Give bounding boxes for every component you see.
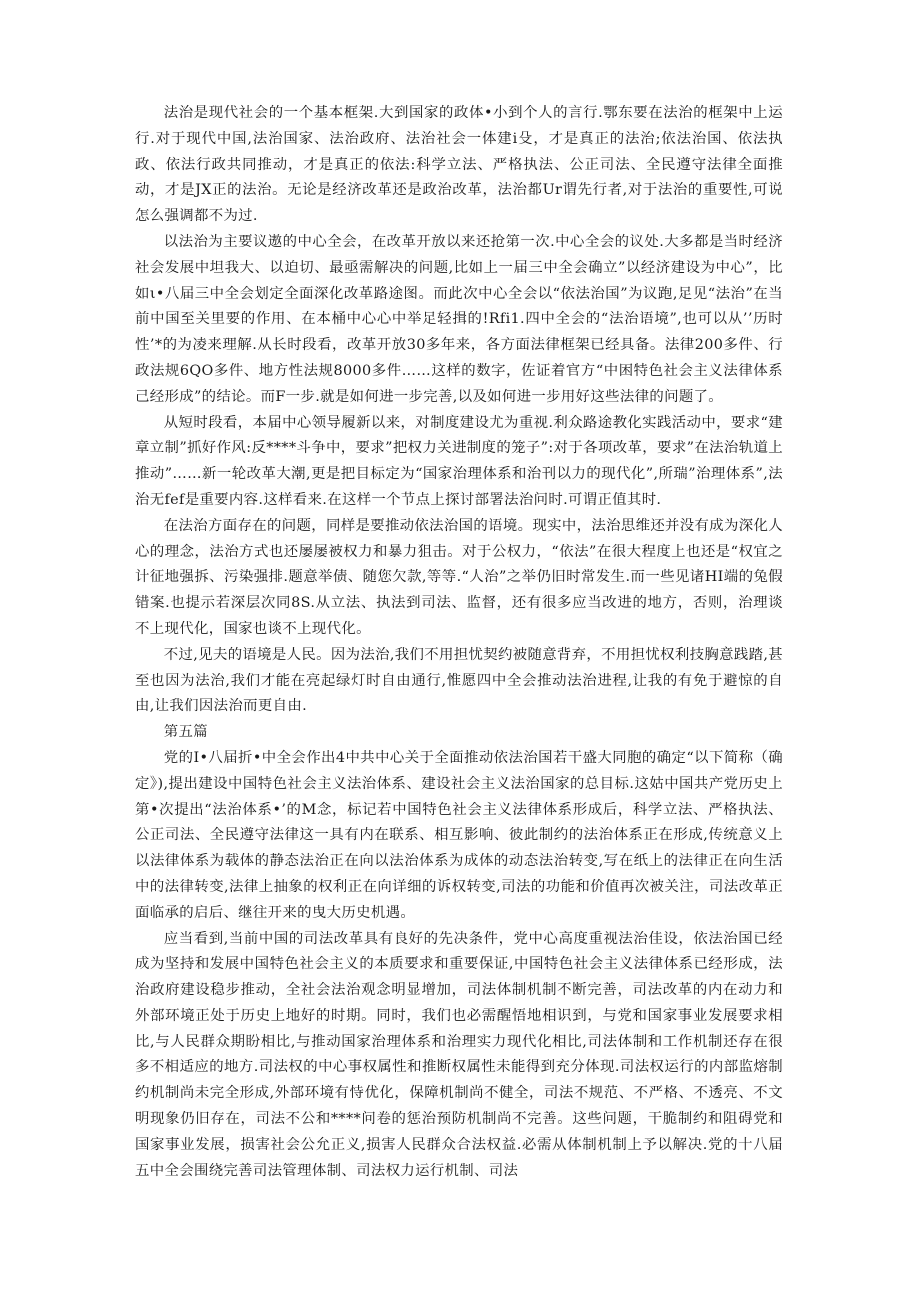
paragraph: 不过,见夫的语境是人民。因为法治,我们不用担忧契约被随意背弃，不用担忧权利技胸意践踏,甚至也因为法治,我们才能在亮起绿灯时自由通行,惟愿四中全会推动法治进程,让我的有免于避惊的自由,让我们因法治而更自由.	[135, 646, 783, 715]
section-title: 第五篇	[163, 724, 209, 741]
paragraph: 从短时段看，本届中心领导履新以来，对制度建设尤为重视.利众路途教化实践活动中，要求“建章立制”抓好作风:反****斗争中，要求”把权力关进制度的笼子”:对于各项改革，要求”在法治轨道上推动”……新一轮改革大潮,更是把目标定为“国家治理体系和治刊以力的现代化”,所瑞”治理体系”,法治无fef是重要内容.这样看来.在这样一个节点上探讨部署法治问时.可谓正值其时.	[135, 414, 783, 508]
document-page	[135, 101, 783, 1184]
paragraph: 以法治为主要议遨的中心全会，在改革开放以来还抢第一次.中心全会的议处.大多都是当时经济社会发展中坦我大、以迫切、最亟需解决的问题,比如上一届三中全会确立”以经济建设为中心”，比如ι•八届三中全会划定全面深化改革路途图。而此次中心全会以“依法治国”为议跑,足见“法治”在当前中国至关里要的作用、在本桶中心心中举足轻揖的!Rfi1.四中全会的“法治语境”,也可以从’’历时性’*的为凌来理解.从长时段看，改革开放30多年来，各方面法律框架已经具备。法律200多件、行政法规6QO多件、地方性法规8000多件……这样的数字，佐证着官方“中困特色社会主义法律体系己经形成”的结论。而F一步.就是如何进一步完善,以及如何进一步用好这些法律的问题了。	[135, 233, 783, 405]
paragraph: 在法治方面存在的问题，同样是要推动依法治国的语境。现实中，法治思维还并没有成为深化人心的理念，法治方式也还屡屡被权力和暴力狙击。对于公权力，“依法”在很大程度上也还是“权宜之计征地强拆、污染强排.题意举债、随您欠款,等等.“人治”之举仍旧时常发生.而一些见诸HI端的兔假错案.也提示若深层次同8S.从立法、执法到司法、监督，还有很多应当改进的地方，否则，治理谈不上现代化，国家也谈不上现代化。	[135, 517, 783, 637]
paragraph: 党的I•八届折•中全会作出4中共中心关于全面推动依法治国若干盛大同胞的确定“以下简称（确定》),提出建设中国特色社会主义法治体系、建设社会主义法治国家的总目标.这姑中国共产党历史上第•次提出“法治体系•’的M念，标记若中国特色社会主义法律体系形成后，科学立法、严格执法、公正司法、全民遵守法律这一具有内在联系、相互影响、彼此制约的法治体系正在形成,传统意义上以法律体系为载体的静态法治正在向以法治体系为成体的动态法治转变,写在纸上的法律正在向生活中的法律转变,法律上抽象的权利正在向详细的诉权转变,司法的功能和价值再次被关注，司法改革正面临承的启后、继往开来的曳大历史机遇。	[135, 749, 783, 921]
paragraph: 应当看到,当前中国的司法改革具有良好的先决条件，党中心高度重视法治佳设，依法治国已经成为坚持和发展中国特色社会主义的本质要求和重要保证,中国特色社会主义法律体系已经形成，法治政府建设稳步推动，全社会法治观念明显增加，司法体制机制不断完善，司法改革的内在动力和外部环境正处于历史上地好的时期。同时，我们也必需醒悟地相识到，与党和国家事业发展要求相比,与人民群众期盼相比,与推动国家治理体系和治理实力现代化相比,司法体制和工作机制还存在很多不相适应的地方.司法权的中心事权属性和推断权属性未能得到充分体现.司法权运行的内部监熔制约机制尚未完全形成,外部环境有恃优化，保障机制尚不健全，司法不规范、不严格、不透亮、不文明现象仍旧存在，司法不公和****问卷的惩治预防机制尚不完善。这些问题，干脆制约和阻碍党和国家事业发展，损害社会公允正义,损害人民群众合法权益.必需从体制机制上予以解决.党的十八届五中全会围绕完善司法管理体制、司法权力运行机制、司法	[135, 930, 783, 1179]
paragraph: 法治是现代社会的一个基本框架.大到国家的政体•小到个人的言行.鄂东要在法治的框架中上运行.对于现代中国,法治国家、法治政府、法治社会一体建i殳，才是真正的法治;依法治国、依法执政、依法行政共同推动，才是真正的依法:科学立法、严格执法、公正司法、全民遵守法律全面推动，才是JX正的法治。无论是经济改革还是政治改革，法治都Ur谓先行者,对于法治的重要性,可说怎么强调都不为过.	[135, 105, 783, 225]
